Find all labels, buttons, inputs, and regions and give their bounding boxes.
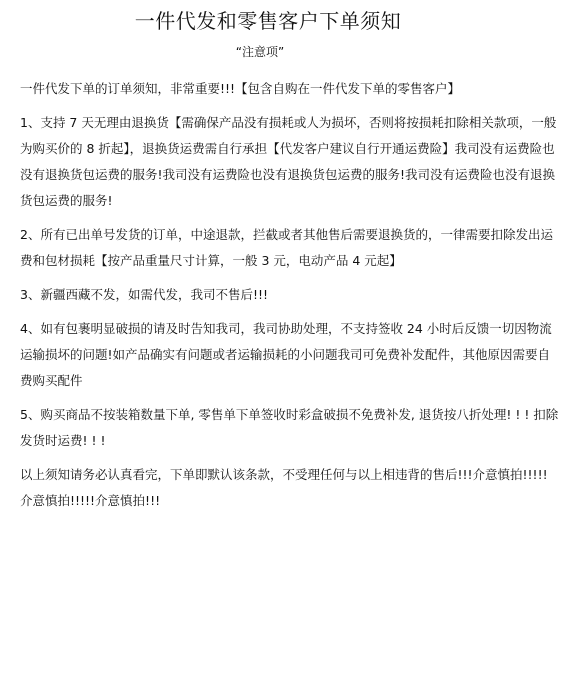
page-title: 一件代发和零售客户下单须知	[134, 9, 402, 33]
page-subtitle: “注意项”	[235, 45, 285, 59]
notice-body	[20, 76, 560, 514]
notice-item-1: 1、支持 7 天无理由退换货【需确保产品没有损耗或人为损坏，否则将按损耗扣除相关款项，一般为购买价的 8 折起】，退换货运费需自行承担【代发客户建议自行开通运费险】我司没有运费险也没有退换货包运费的服务!我司没有运费险也没有退换货包运费的服务!我司没有运费险也没有退换货包运费的服务!	[20, 115, 557, 208]
notice-intro: 一件代发下单的订单须知，非常重要!!!【包含自购在一件代发下单的零售客户】	[20, 81, 461, 96]
notice-item-4: 4、如有包裹明显破损的请及时告知我司，我司协助处理，不支持签收 24 小时后反馈一切因物流运输损坏的问题!如产品确实有问题或者运输损耗的小问题我司可免费补发配件，其他原因需要自费购买配件	[20, 321, 552, 388]
notice-item-2: 2、所有已出单号发货的订单，中途退款，拦截或者其他售后需要退换货的，一律需要扣除发出运费和包材损耗【按产品重量尺寸计算，一般 3 元，电动产品 4 元起】	[20, 227, 553, 268]
notice-item-5: 5、购买商品不按装箱数量下单, 零售单下单签收时彩盒破损不免费补发, 退货按八折处理! ! ! 扣除发货时运费! ! !	[20, 407, 559, 448]
notice-item-3: 3、新疆西藏不发，如需代发，我司不售后!!!	[20, 287, 268, 302]
notice-closing: 以上须知请务必认真看完，下单即默认该条款，不受理任何与以上相违背的售后!!!介意慎拍!!!!!介意慎拍!!!!!介意慎拍!!!	[20, 467, 548, 508]
